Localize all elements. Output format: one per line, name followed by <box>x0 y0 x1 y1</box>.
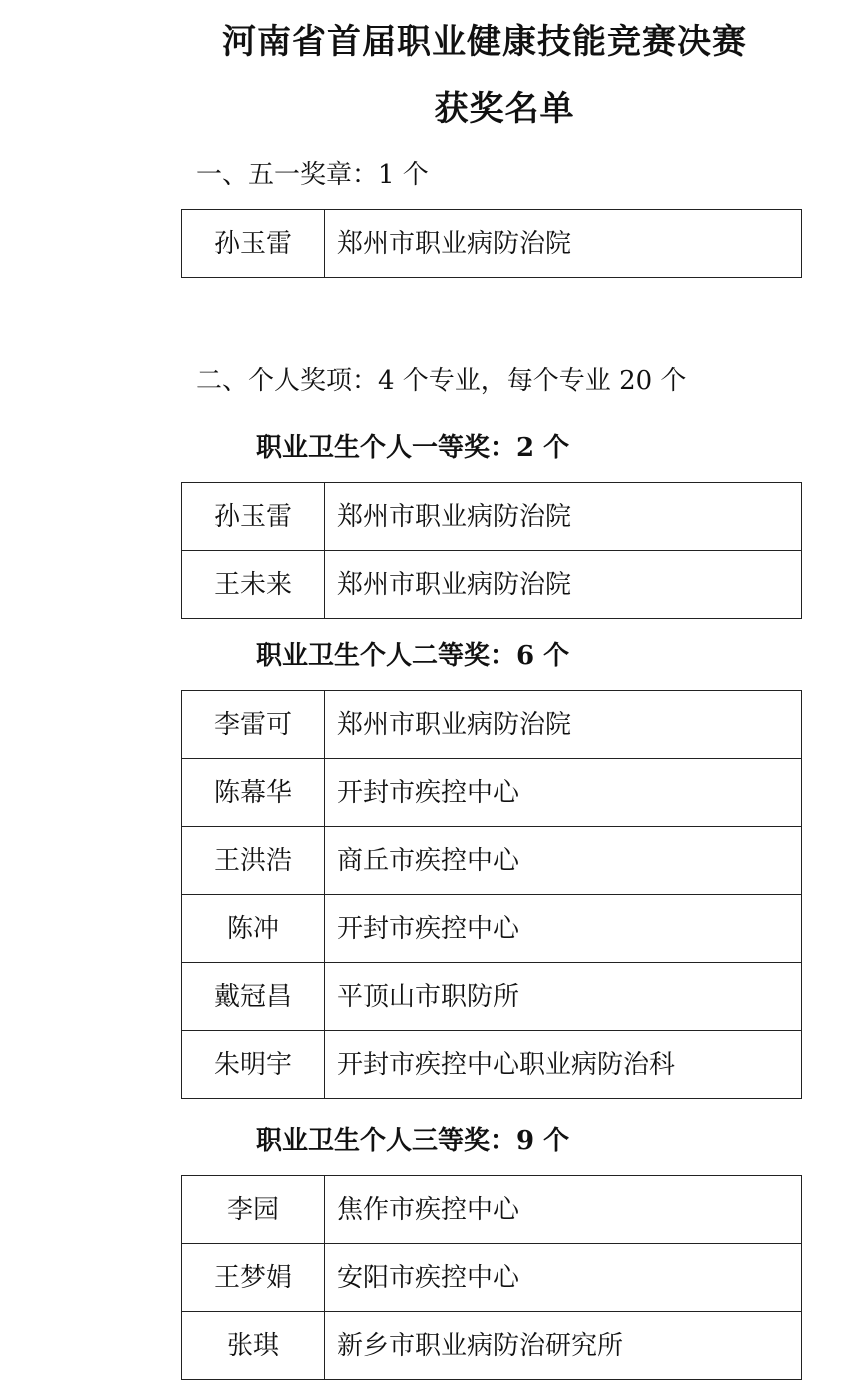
winner-organization: 开封市疾控中心职业病防治科 <box>325 1031 802 1099</box>
winner-name: 李雷可 <box>182 691 325 759</box>
winner-organization: 新乡市职业病防治研究所 <box>325 1312 802 1380</box>
winner-organization: 焦作市疾控中心 <box>325 1176 802 1244</box>
winner-organization: 商丘市疾控中心 <box>325 827 802 895</box>
third-prize-table <box>181 1175 802 1380</box>
winner-name: 李园 <box>182 1176 325 1244</box>
winner-name: 王未来 <box>182 551 325 619</box>
first-prize-table <box>181 482 802 619</box>
table-row <box>182 827 802 895</box>
winner-name: 朱明宇 <box>182 1031 325 1099</box>
winner-organization: 开封市疾控中心 <box>325 895 802 963</box>
table-row <box>182 483 802 551</box>
table-row <box>182 1031 802 1099</box>
third-prize-heading: 职业卫生个人三等奖：9 个 <box>256 1126 570 1156</box>
document-title: 河南省首届职业健康技能竞赛决赛 <box>222 22 747 62</box>
table-row <box>182 691 802 759</box>
table-row <box>182 895 802 963</box>
first-prize-heading: 职业卫生个人一等奖：2 个 <box>256 433 570 463</box>
winner-organization: 郑州市职业病防治院 <box>325 691 802 759</box>
table-row <box>182 1312 802 1380</box>
winner-organization: 郑州市职业病防治院 <box>325 483 802 551</box>
table-row <box>182 963 802 1031</box>
winner-organization: 郑州市职业病防治院 <box>325 551 802 619</box>
winner-organization: 郑州市职业病防治院 <box>325 210 802 278</box>
table-row <box>182 210 802 278</box>
winner-organization: 平顶山市职防所 <box>325 963 802 1031</box>
winner-organization: 开封市疾控中心 <box>325 759 802 827</box>
winner-name: 戴冠昌 <box>182 963 325 1031</box>
winner-name: 张琪 <box>182 1312 325 1380</box>
document-subtitle: 获奖名单 <box>434 89 575 129</box>
table-row <box>182 551 802 619</box>
second-prize-heading: 职业卫生个人二等奖：6 个 <box>256 641 570 671</box>
individual-awards-heading: 二、个人奖项：4 个专业，每个专业 20 个 <box>196 366 687 396</box>
second-prize-table <box>181 690 802 1099</box>
winner-name: 孙玉雷 <box>182 210 325 278</box>
winner-organization: 安阳市疾控中心 <box>325 1244 802 1312</box>
winner-name: 孙玉雷 <box>182 483 325 551</box>
table-row <box>182 759 802 827</box>
labor-medal-table <box>181 209 802 278</box>
winner-name: 陈冲 <box>182 895 325 963</box>
winner-name: 王梦娟 <box>182 1244 325 1312</box>
table-row <box>182 1244 802 1312</box>
winner-name: 陈幕华 <box>182 759 325 827</box>
table-row <box>182 1176 802 1244</box>
labor-medal-heading: 一、五一奖章：1 个 <box>196 160 429 190</box>
winner-name: 王洪浩 <box>182 827 325 895</box>
